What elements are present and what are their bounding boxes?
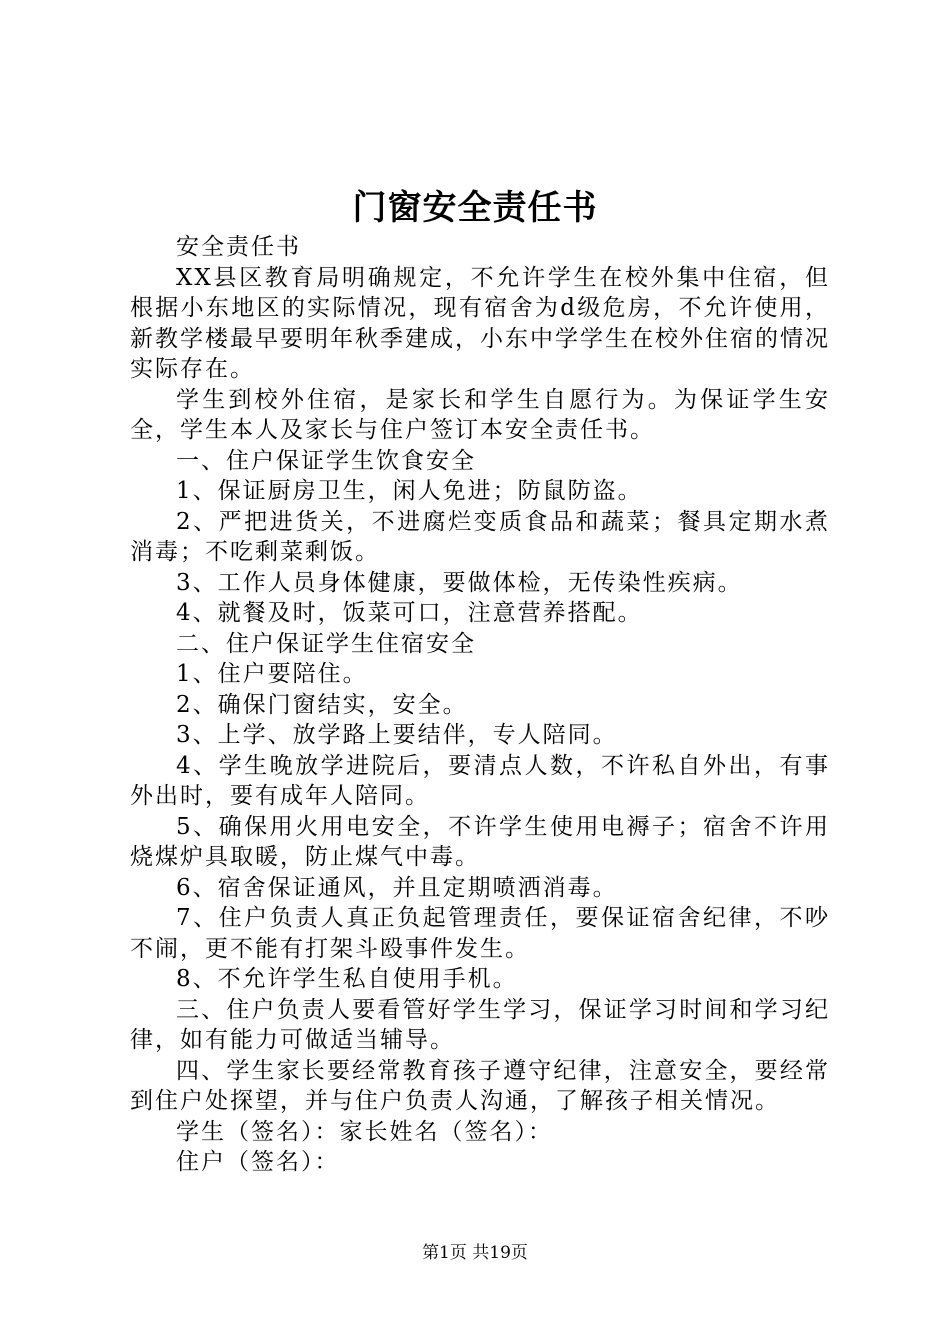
list-item: 6、宿舍保证通风，并且定期喷洒消毒。 bbox=[176, 874, 618, 901]
list-item: 8、不允许学生私自使用手机。 bbox=[176, 966, 518, 992]
list-item: 2、严把进货关，不进腐烂变质食品和蔬菜；餐具定期水煮消毒；不吃剩菜剩饭。 bbox=[130, 508, 830, 565]
list-item: 2、确保门窗结实，安全。 bbox=[176, 691, 468, 718]
list-item: 4、学生晚放学进院后，要清点人数，不许私自外出，有事外出时，要有成年人陪同。 bbox=[130, 752, 830, 809]
signature-line: 学生（签名）：家长姓名（签名）： bbox=[176, 1118, 553, 1145]
section-heading: 四、学生家长要经常教育孩子遵守纪律，注意安全，要经常到住户处探望，并与住户负责人沟通，了解孩子相关情况。 bbox=[130, 1057, 830, 1114]
paragraph: 学生到校外住宿，是家长和学生自愿行为。为保证学生安全，学生本人及家长与住户签订本安全责任书。 bbox=[130, 386, 830, 443]
page-footer: 第1页 共19页 bbox=[422, 1243, 528, 1263]
list-item: 7、住户负责人真正负起管理责任，要保证宿舍纪律，不吵不闹，更不能有打架斗殴事件发生。 bbox=[130, 905, 830, 962]
list-item: 4、就餐及时，饭菜可口，注意营养搭配。 bbox=[176, 600, 643, 626]
list-item: 1、住户要陪住。 bbox=[176, 661, 368, 687]
paragraph: 安全责任书 bbox=[176, 234, 301, 260]
list-item: 3、工作人员身体健康，要做体检，无传染性疾病。 bbox=[176, 569, 743, 596]
section-heading: 一、住户保证学生饮食安全 bbox=[176, 447, 476, 474]
section-heading: 二、住户保证学生住宿安全 bbox=[176, 630, 476, 657]
signature-line: 住户（签名）： bbox=[176, 1149, 340, 1175]
list-item: 5、确保用火用电安全，不许学生使用电褥子；宿舍不许用烧煤炉具取暖，防止煤气中毒。 bbox=[130, 813, 830, 870]
list-item: 1、保证厨房卫生，闲人免进；防鼠防盗。 bbox=[176, 478, 643, 504]
section-heading: 三、住户负责人要看管好学生学习，保证学习时间和学习纪律，如有能力可做适当辅导。 bbox=[130, 996, 830, 1053]
document-body bbox=[130, 232, 830, 1178]
document-title: 门窗安全责任书 bbox=[352, 188, 598, 228]
paragraph: XX县区教育局明确规定，不允许学生在校外集中住宿，但根据小东地区的实际情况，现有宿舍为d级危房，不允许使用，新教学楼最早要明年秋季建成，小东中学学生在校外住宿的情况实际存在。 bbox=[130, 264, 830, 382]
list-item: 3、上学、放学路上要结伴，专人陪同。 bbox=[176, 722, 618, 748]
